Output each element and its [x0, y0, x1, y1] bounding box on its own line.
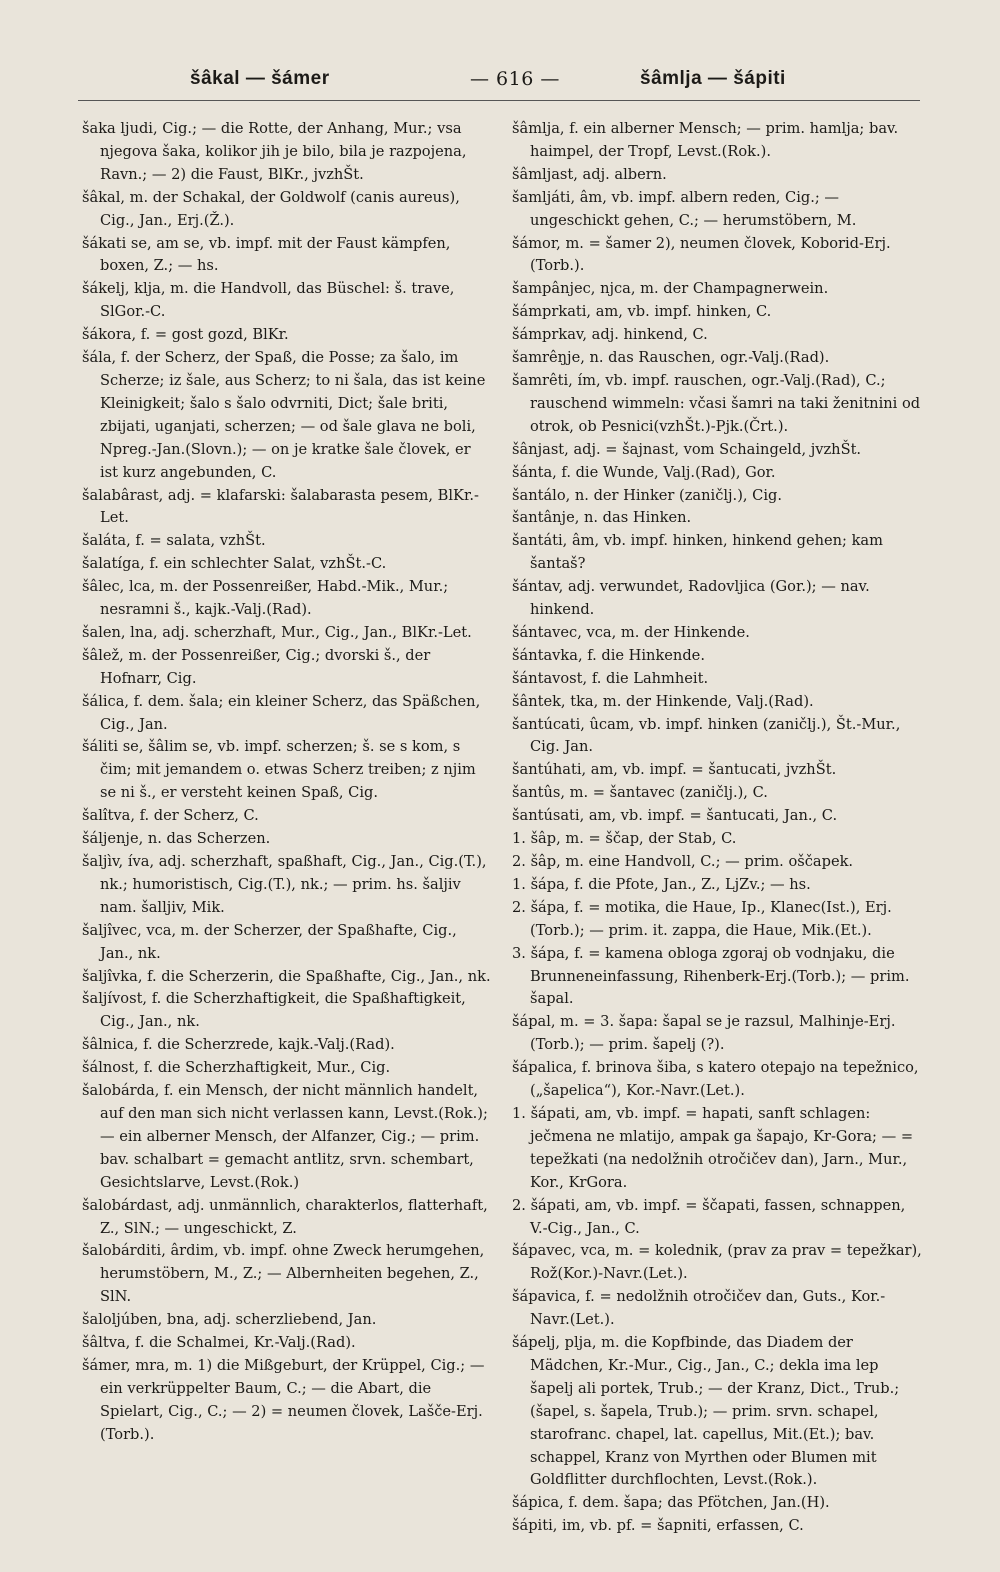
dictionary-entry: šâlež, m. der Possenreißer, Cig.; dvorski š., der Hofnarr, Cig.: [82, 646, 431, 687]
dictionary-entry: 2. šâp, m. eine Handvoll, C.; — prim. oščapek.: [512, 853, 854, 870]
dictionary-entry: šaljîvka, f. die Scherzerin, die Spaßhafte, Cig., Jan., nk.: [82, 967, 491, 985]
dictionary-entry: šámer, mra, m. 1) die Mißgeburt, der Krüppel, Cig.; — ein verkrüppelter Baum, C.; — die Abart, die Spielart, Cig., C.; — 2) = neumen človek, Lašče-Erj.(Torb.).: [82, 1356, 485, 1443]
dictionary-entry: šalen, lna, adj. scherzhaft, Mur., Cig., Jan., BlKr.-Let.: [82, 623, 472, 641]
dictionary-entry: šalobárdast, adj. unmännlich, charakterlos, flatterhaft, Z., SlN.; — ungeschickt, Z.: [82, 1196, 488, 1237]
dictionary-entry: šantáti, âm, vb. impf. hinken, hinkend gehen; kam šantaš?: [512, 532, 883, 573]
dictionary-entry: 2. šápa, f. = motika, die Haue, Ip., Klanec(Ist.), Erj.(Torb.); — prim. it. zappa, die Haue, Mik.(Et.).: [512, 898, 892, 939]
dictionary-entry: šantûs, m. = šantavec (zaničlj.), C.: [512, 784, 768, 802]
dictionary-entry: šâkal, m. der Schakal, der Goldwolf (canis aureus), Cig., Jan., Erj.(Ž.).: [82, 188, 460, 229]
dictionary-entry: šámprkav, adj. hinkend, C.: [512, 326, 708, 344]
dictionary-entry: šantúsati, am, vb. impf. = šantucati, Jan., C.: [512, 807, 838, 825]
dictionary-entry: šántav, adj. verwundet, Radovljica (Gor.); — nav. hinkend.: [512, 578, 870, 619]
dictionary-entry: šalobárda, f. ein Mensch, der nicht männlich handelt, auf den man sich nicht verlassen kann, Levst.(Rok.); — ein alberner Mensch, der Alfanzer, Cig.; — prim. bav. schalbart = gemacht antlitz, srvn. schembart, Gesichtslarve, Levst.(Rok.): [82, 1082, 488, 1191]
dictionary-entry: šânjast, adj. = šajnast, vom Schaingeld, jvzhŠt.: [512, 440, 862, 458]
header-right-guide-words: šâmlja — šápiti: [640, 68, 786, 89]
dictionary-entry: šápavec, vca, m. = kolednik, (prav za prav = tepežkar), Rož(Kor.)-Navr.(Let.).: [512, 1242, 922, 1283]
dictionary-entry: šápavica, f. = nedolžnih otročičev dan, Guts., Kor.-Navr.(Let.).: [512, 1288, 886, 1329]
dictionary-entry: šantânje, n. das Hinken.: [512, 509, 692, 527]
dictionary-entry: šantúhati, am, vb. impf. = šantucati, jvzhŠt.: [512, 761, 837, 779]
dictionary-entry: šápica, f. dem. šapa; das Pfötchen, Jan.(H).: [512, 1494, 830, 1512]
dictionary-entry: šákati se, am se, vb. impf. mit der Faust kämpfen, boxen, Z.; — hs.: [82, 234, 451, 275]
dictionary-entry: šántavka, f. die Hinkende.: [512, 646, 705, 664]
right-column: [512, 118, 922, 1558]
dictionary-entry: 3. šápa, f. = kamena obloga zgoraj ob vodnjaku, die Brunneneinfassung, Rihenberk-Erj.(Torb.); — prim. šapal.: [512, 944, 910, 1008]
dictionary-entry: šákora, f. = gost gozd, BlKr.: [82, 326, 289, 344]
dictionary-entry: šápalica, f. brinova šiba, s katero otepajo na tepežnico, („šapelica“), Kor.-Navr.(Let.).: [512, 1059, 919, 1100]
dictionary-entry: šâlnica, f. die Scherzrede, kajk.-Valj.(Rad).: [82, 1036, 395, 1054]
dictionary-entry: šâmljast, adj. albern.: [512, 165, 667, 183]
dictionary-entry: šaljìv, íva, adj. scherzhaft, spaßhaft, Cig., Jan., Cig.(T.), nk.; humoristisch, Cig.(T.), nk.; — prim. hs. šaljiv nam. šalljiv, Mik.: [82, 853, 487, 916]
dictionary-entry: šalobárditi, ârdim, vb. impf. ohne Zweck herumgehen, herumstöbern, M., Z.; — Albernheiten begehen, Z., SlN.: [82, 1242, 485, 1306]
dictionary-entry: 1. šápati, am, vb. impf. = hapati, sanft schlagen: ječmena ne mlatijo, ampak ga šapajo, Kr-Gora; — = tepežkati (na nedolžnih otročičev dan), Jarn., Mur., Kor., KrGora.: [512, 1104, 914, 1191]
dictionary-entry: šaka ljudi, Cig.; — die Rotte, der Anhang, Mur.; vsa njegova šaka, kolikor jih je bilo, bila je razpojena, Ravn.; — 2) die Faust, BlKr., jvzhŠt.: [82, 120, 467, 183]
dictionary-entry: šaljîvec, vca, m. der Scherzer, der Spaßhafte, Cig., Jan., nk.: [82, 921, 457, 962]
dictionary-entry: šaloljúben, bna, adj. scherzliebend, Jan.: [82, 1311, 377, 1329]
dictionary-entry: šâmlja, f. ein alberner Mensch; — prim. hamlja; bav. haimpel, der Tropf, Levst.(Rok.).: [512, 120, 899, 160]
dictionary-entry: šánta, f. die Wunde, Valj.(Rad), Gor.: [512, 463, 776, 481]
dictionary-entry: šála, f. der Scherz, der Spaß, die Posse; za šalo, im Scherze; iz šale, aus Scherz; to ni šala, das ist keine Kleinigkeit; šalo s šalo odvrniti, Dict; šale briti, zbijati, uganjati, scherzen; — od šale glava ne boli, Npreg.-Jan.(Slovn.); — on je kratke šale človek, er ist kurz angebunden, C.: [82, 349, 486, 481]
dictionary-entry: 2. šápati, am, vb. impf. = ščapati, fassen, schnappen, V.-Cig., Jan., C.: [512, 1196, 906, 1237]
dictionary-entry: šamljáti, âm, vb. impf. albern reden, Cig.; — ungeschickt gehen, C.; — herumstöbern, M.: [512, 188, 857, 229]
dictionary-entry: šâlec, lca, m. der Possenreißer, Habd.-Mik., Mur.; nesramni š., kajk.-Valj.(Rad).: [82, 578, 449, 619]
dictionary-entry: šâltva, f. die Schalmei, Kr.-Valj.(Rad).: [82, 1334, 356, 1352]
dictionary-entry: šákelj, klja, m. die Handvoll, das Büschel: š. trave, SlGor.-C.: [82, 280, 455, 321]
dictionary-entry: šápal, m. = 3. šapa: šapal se je razsul, Malhinje-Erj.(Torb.); — prim. šapelj (?).: [512, 1013, 896, 1054]
dictionary-entry: šaláta, f. = salata, vzhŠt.: [82, 532, 266, 550]
dictionary-entry: šalabârast, adj. = klafarski: šalabarasta pesem, BlKr.-Let.: [82, 486, 479, 527]
dictionary-entry: šaljívost, f. die Scherzhaftigkeit, die Spaßhaftigkeit, Cig., Jan., nk.: [82, 990, 466, 1031]
dictionary-entry: šântek, tka, m. der Hinkende, Valj.(Rad).: [512, 692, 814, 710]
dictionary-entry: 1. šápa, f. die Pfote, Jan., Z., LjZv.; — hs.: [512, 875, 811, 893]
header-rule: [78, 100, 920, 101]
dictionary-entry: šalîtva, f. der Scherz, C.: [82, 807, 259, 825]
page-number: — 616 —: [470, 68, 560, 90]
dictionary-entry: šálnost, f. die Scherzhaftigkeit, Mur., Cig.: [82, 1059, 391, 1077]
dictionary-entry: šápiti, im, vb. pf. = šapniti, erfassen, C.: [512, 1517, 804, 1535]
dictionary-entry: šántavec, vca, m. der Hinkende.: [512, 623, 750, 641]
page-header: [80, 60, 920, 100]
dictionary-entry: šantúcati, ûcam, vb. impf. hinken (zaničlj.), Št.-Mur., Cig. Jan.: [512, 715, 901, 756]
dictionary-entry: šáljenje, n. das Scherzen.: [82, 830, 271, 848]
dictionary-entry: šápelj, plja, m. die Kopfbinde, das Diadem der Mädchen, Kr.-Mur., Cig., Jan., C.; dekla ima lep šapelj ali portek, Trub.; — der Kranz, Dict., Trub.; (šapel, s. šapela, Trub.); — prim. srvn. schapel, starofranc. chapel, lat. capellus, Mit.(Et.); bav. schappel, Kranz von Myrthen oder Blumen mit Goldflitter durchflochten, Levst.(Rok.).: [512, 1334, 900, 1489]
left-column: [82, 118, 492, 1558]
dictionary-entry: šámprkati, am, vb. impf. hinken, C.: [512, 303, 772, 321]
dictionary-entry: šantálo, n. der Hinker (zaničlj.), Cig.: [512, 486, 782, 504]
dictionary-entry: šamrêŋje, n. das Rauschen, ogr.-Valj.(Rad).: [512, 349, 830, 367]
dictionary-entry: šáliti se, šâlim se, vb. impf. scherzen; š. se s kom, s čim; mit jemandem o. etwas Scherz treiben; z njim se ni š., er versteht keinen Spaß, Cig.: [82, 738, 476, 802]
dictionary-entry: šampânjec, njca, m. der Champagnerwein.: [512, 280, 829, 298]
dictionary-entry: šámor, m. = šamer 2), neumen človek, Koborid-Erj.(Torb.).: [512, 234, 891, 275]
dictionary-entry: šamrêti, ím, vb. impf. rauschen, ogr.-Valj.(Rad), C.; rauschend wimmeln: včasi šamri na taki ženitnini od otrok, ob Pesnici(vzhŠt.)-Pjk.(Črt.).: [512, 371, 921, 435]
dictionary-entry: šálica, f. dem. šala; ein kleiner Scherz, das Späßchen, Cig., Jan.: [82, 692, 481, 733]
dictionary-entry: 1. šâp, m. = ščap, der Stab, C.: [512, 830, 737, 848]
dictionary-entry: šántavost, f. die Lahmheit.: [512, 669, 709, 687]
dictionary-entry: šalatíga, f. ein schlechter Salat, vzhŠt.-C.: [82, 555, 387, 573]
header-left-guide-words: šâkal — šámer: [190, 68, 330, 89]
